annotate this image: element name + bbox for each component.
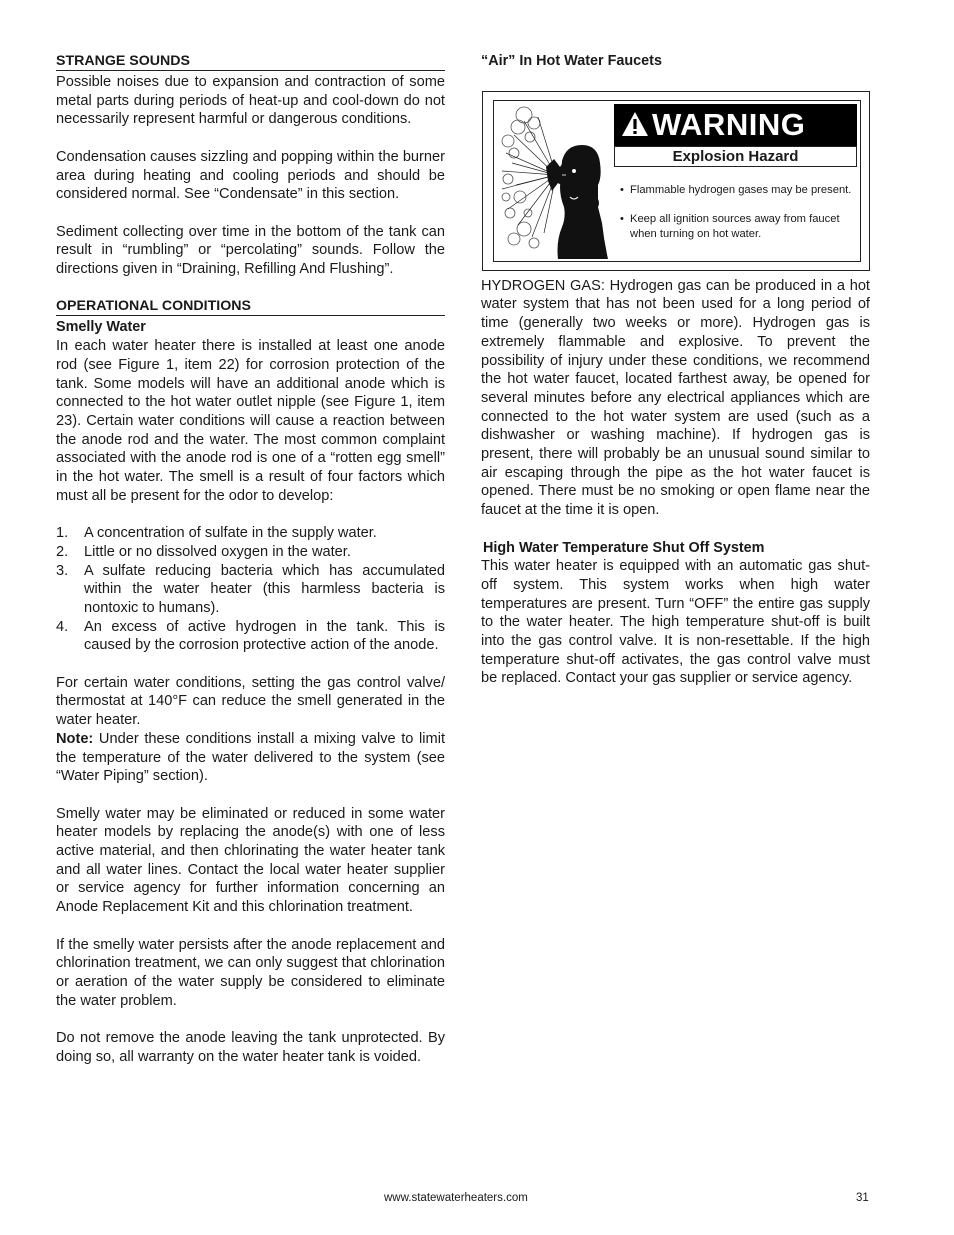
warranty-paragraph: Do not remove the anode leaving the tank unprotected. By doing so, all warranty on the water heater tank is voided. (56, 1030, 445, 1065)
strange-sounds-heading: STRANGE SOUNDS (56, 52, 445, 71)
warning-title: WARNING (652, 106, 806, 142)
right-column (481, 52, 870, 688)
warning-label (482, 91, 870, 271)
shutoff-paragraph: This water heater is equipped with an automatic gas shut-off system. This system works when high water temperatures are present. Turn “OFF” the entire gas supply to the water heater. The high temperature shut-off is built into the gas control valve. It is non-resettable. If the high temperature shut-off activates, the gas control valve must be replaced. Contact your gas supplier or service agency. (481, 558, 870, 687)
odor-factors-list (56, 524, 445, 655)
shutoff-heading: High Water Temperature Shut Off System (483, 539, 765, 556)
list-item: 3. A sulfate reducing bacteria which has accumulated within the water heater (this harmless bacteria is nontoxic to humans). (56, 562, 445, 616)
thermostat-paragraph: For certain water conditions, setting the gas control valve/ thermostat at 140°F can reduce the smell generated in the water heater. (56, 674, 445, 729)
warning-bullets (620, 183, 856, 256)
warning-bullet: • Flammable hydrogen gases may be present. (620, 183, 852, 196)
smelly-water-heading: Smelly Water (56, 319, 146, 336)
air-in-faucets-heading: “Air” In Hot Water Faucets (481, 53, 662, 69)
note-text: Under these conditions install a mixing valve to limit the temperature of the water delivered to the system (see “Water Piping” section). (56, 730, 445, 785)
footer-url: www.statewaterheaters.com (384, 1192, 528, 1204)
note-paragraph (56, 730, 445, 786)
anode-replacement-paragraph: Smelly water may be eliminated or reduced in some water heater models by replacing the anode(s) with one of less active material, and then chlorinating the water heater tank and all water lines. Contact the local water heater supplier or service agency for further information concerning an Anode Replacement Kit and this chlorination treatment. (56, 805, 445, 916)
operational-conditions-heading: OPERATIONAL CONDITIONS (56, 297, 445, 316)
list-item: 1. A concentration of sulfate in the supply water. (56, 525, 377, 542)
warning-header (614, 104, 857, 146)
note-label: Note: (56, 730, 94, 747)
warning-subtitle: Explosion Hazard (614, 146, 857, 167)
warning-bullet: • Keep all ignition sources away from faucet when turning on hot water. (620, 212, 840, 240)
list-item: 2. Little or no dissolved oxygen in the water. (56, 543, 351, 560)
strange-sounds-paragraph-3: Sediment collecting over time in the bottom of the tank can result in “rumbling” or “percolating” sounds. Follow the directions given in “Draining, Refilling And Flushing”. (56, 223, 445, 277)
persist-paragraph: If the smelly water persists after the anode replacement and chlorination treatment, we can only suggest that chlorination or aeration of the water supply be considered to eliminate the water problem. (56, 936, 445, 1009)
warning-triangle-icon (621, 111, 649, 137)
smelly-water-paragraph: In each water heater there is installed at least one anode rod (see Figure 1, item 22) for corrosion protection of the tank. Some models will have an additional anode which is connected to the hot water outlet nipple (see Figure 1, item 23). Certain water conditions will cause a reaction between the anode rod and the water. The most common complaint associated with the anode rod is one of a “rotten egg smell” in the hot water. The smell is a result of four factors which must all be present for the odor to develop: (56, 338, 445, 504)
left-column (56, 52, 445, 1066)
page-number: 31 (856, 1192, 869, 1204)
list-item: 4. An excess of active hydrogen in the tank. This is caused by the corrosion protective action of the anode. (56, 618, 445, 654)
explosion-face-pictogram (494, 101, 609, 259)
warning-label-inner (493, 100, 861, 262)
hydrogen-gas-paragraph: HYDROGEN GAS: Hydrogen gas can be produced in a hot water system that has not been used for a long period of time (generally two weeks or more). Hydrogen gas is extremely flammable and explosive. To prevent the possibility of injury under these conditions, we recommend the hot water faucet, located farthest away, be opened for several minutes before any electrical appliances which are connected to the hot water system are used (such as a dishwasher or washing machine). If hydrogen gas is present, there will probably be an unusual sound similar to air escaping through the pipe as the hot water faucet is opened. There must be no smoking or open flame near the faucet at the time it is open. (481, 277, 870, 519)
strange-sounds-paragraph-2: Condensation causes sizzling and popping within the burner area during heating and cooling periods and should be considered normal. See “Condensate” in this section. (56, 148, 445, 203)
strange-sounds-paragraph-1: Possible noises due to expansion and contraction of some metal parts during periods of heat-up and cool-down do not necessarily represent harmful or dangerous conditions. (56, 74, 445, 128)
